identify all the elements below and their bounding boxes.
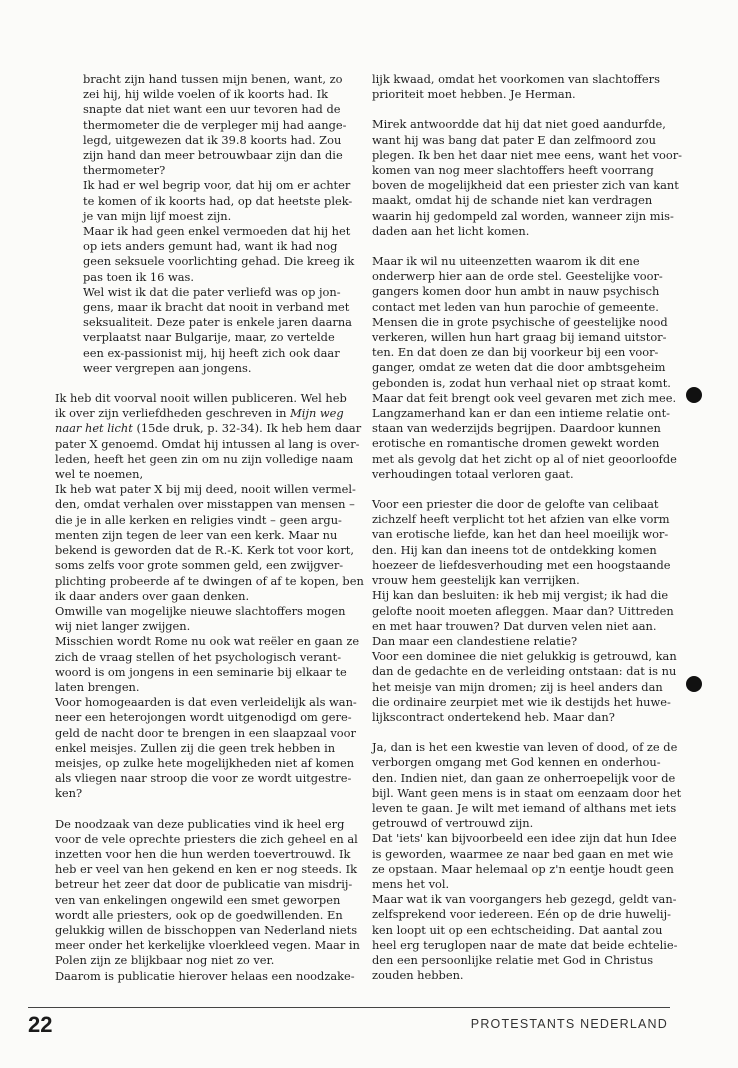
text-line: ken loopt uit op een echtscheiding. Dat aantal zou xyxy=(372,922,663,937)
text-line: het meisje van mijn dromen; zij is heel anders dan xyxy=(372,679,663,694)
text-line: een ex-passionist mij, hij heeft zich ook daar xyxy=(83,345,340,360)
text-line: erotische en romantische dromen gewekt worden xyxy=(372,436,660,451)
text-line: thermometer die de verpleger mij had aange- xyxy=(83,117,347,132)
text-line: contact met leden van hun parochie of gemeente. xyxy=(372,299,659,314)
text-line: Langzamerhand kan er dan een intieme relatie ont- xyxy=(372,406,670,421)
paragraph xyxy=(55,816,360,969)
text-line: zich de vraag stellen of het psychologisch verant- xyxy=(55,649,342,664)
text-line: plichting probeerde af te dwingen of af te kopen, ben xyxy=(55,573,364,588)
paragraph xyxy=(55,695,357,801)
paragraph-mirek xyxy=(372,117,683,239)
book-title: Mijn weg xyxy=(290,406,344,421)
text-line: neer een heterojongen wordt uitgenodigd om gere- xyxy=(55,710,352,725)
text-line: en met haar trouwen? Dat durven velen niet aan. xyxy=(372,618,657,633)
text-line: wordt alle priesters, ook op de goedwillenden. En xyxy=(55,907,343,922)
text-line: betreur het zeer dat door de publicatie van misdrij- xyxy=(55,877,353,892)
paragraph xyxy=(83,224,353,285)
text-line: zelfsprekend voor iedereen. Eén op de drie huwelij- xyxy=(372,907,671,922)
text-line: getrouwd of vertrouwd zijn. xyxy=(372,816,534,831)
paragraph xyxy=(372,831,677,892)
text-line: Ja, dan is het een kwestie van leven of dood, of ze de xyxy=(372,740,678,755)
text-line: meisjes, op zulke hete mogelijkheden niet af komen xyxy=(55,755,355,770)
text-line: leven te gaan. Je wilt met iemand of althans met iets xyxy=(372,800,677,815)
text-line: komen van nog meer slachtoffers heeft voorrang xyxy=(372,163,654,178)
paragraph-letter-close xyxy=(372,72,665,102)
text-line: ten. En dat doen ze dan bij voorkeur bij een voor- xyxy=(372,345,659,360)
text-line: menten zijn tegen de leer van een kerk. Maar nu xyxy=(55,527,338,542)
text-line: die ordinaire zeurpiet met wie ik destijds het huwe- xyxy=(372,694,671,709)
text-line: plegen. Ik ben het daar niet mee eens, want het voor- xyxy=(372,147,683,162)
text-line: den. Indien niet, dan gaan ze onherroepelijk voor de xyxy=(372,770,676,785)
text-line: Polen zijn ze blijkbaar nog niet zo ver. xyxy=(55,953,275,968)
text-line: ik over zijn verliefdheden geschreven in Mijn weg xyxy=(55,406,344,421)
text-line: mens het vol. xyxy=(372,876,450,891)
paragraph-continuation xyxy=(55,482,364,801)
book-title: naar het licht xyxy=(55,421,133,436)
left-column xyxy=(55,72,364,999)
text-line: bracht zijn hand tussen mijn benen, want, zo xyxy=(83,72,343,86)
paragraph xyxy=(372,740,682,831)
text-line: als vliegen naar stroop die voor ze wordt uitgestre- xyxy=(55,771,352,786)
binder-hole-icon xyxy=(686,387,702,403)
paragraph xyxy=(83,285,353,376)
text-line: Ik heb dit voorval nooit willen publiceren. Wel heb xyxy=(55,391,347,406)
text-line: maakt, omdat hij de schande niet kan verdragen xyxy=(372,193,653,208)
footer-rule xyxy=(28,1007,670,1008)
text-line: Voor een priester die door de gelofte van celibaat xyxy=(372,497,659,512)
text-line: gelofte nooit moeten afleggen. Maar dan? Uittreden xyxy=(372,603,674,618)
text-line: gens, maar ik bracht dat nooit in verband met xyxy=(83,300,350,315)
text-line: inzetten voor hen die hun werden toevertrouwd. Ik xyxy=(55,846,351,861)
text-line: Maar wat ik van voorgangers heb gezegd, geldt van- xyxy=(372,892,677,907)
text-line: naar het licht (15de druk, p. 32-34). Ik heb hem daar xyxy=(55,421,362,436)
text-line: Dan maar een clandestiene relatie? xyxy=(372,633,578,648)
text-line: leden, heeft het geen zin om nu zijn volledige naam xyxy=(55,451,354,466)
paragraph-life-or-death xyxy=(372,740,682,983)
right-column xyxy=(372,72,683,998)
paragraph xyxy=(372,254,677,482)
paragraph xyxy=(55,604,353,634)
text-line: meer onder het kerkelijke vloerkleed vegen. Maar in xyxy=(55,938,360,953)
text-line: ganger, omdat ze weten dat die door ambtsgeheim xyxy=(372,360,666,375)
text-line: verkeren, willen hun hart graag bij iemand uitstor- xyxy=(372,330,667,345)
text-line: Dat 'iets' kan bijvoorbeeld een idee zijn dat hun Idee xyxy=(372,831,677,846)
paragraph xyxy=(83,178,353,224)
text-line: Voor homogeaarden is dat even verleidelijk als wan- xyxy=(55,695,357,710)
text-line: is geworden, waarmee ze naar bed gaan en met wie xyxy=(372,846,674,861)
text-line: Daarom is publicatie hierover helaas een noodzake- xyxy=(55,968,355,983)
text-line: laten brengen. xyxy=(55,679,140,694)
text-line: boven de mogelijkheid dat een priester zich van kant xyxy=(372,178,679,193)
text-line: wel te noemen, xyxy=(55,467,144,482)
text-line: zijn hand dan meer betrouwbaar zijn dan die xyxy=(83,148,343,163)
text-line: thermometer? xyxy=(83,163,166,178)
text-line: ven van enkelingen ongewild een smet geworpen xyxy=(55,892,341,907)
text-line: met als gevolg dat het zicht op al of niet geoorloofde xyxy=(372,451,677,466)
text-line: van erotische liefde, kan het dan heel moeilijk wor- xyxy=(372,527,669,542)
text-line: lijk kwaad, omdat het voorkomen van slachtoffers xyxy=(372,72,660,86)
page-number: 22 xyxy=(28,1012,53,1037)
text-line: soms zelfs voor grote sommen geld, een zwijgver- xyxy=(55,558,344,573)
paragraph xyxy=(55,634,360,695)
text-line: wij niet langer zwijgen. xyxy=(55,619,191,634)
text-line: Mirek antwoordde dat hij dat niet goed aandurfde, xyxy=(372,117,666,132)
paragraph xyxy=(372,588,674,649)
text-line: dan de gedachte en de verleiding ontstaan: dat is nu xyxy=(372,664,677,679)
text-line: bekend is geworden dat de R.-K. Kerk tot voor kort, xyxy=(55,543,355,558)
text-line: want hij was bang dat pater E dan zelfmoord zou xyxy=(372,132,656,147)
binder-hole-icon xyxy=(686,676,702,692)
text-line: Ik had er wel begrip voor, dat hij om er achter xyxy=(83,178,351,193)
text-line: Wel wist ik dat die pater verliefd was op jon- xyxy=(83,284,341,299)
text-line: waarin hij gedompeld zal worden, wanneer zijn mis- xyxy=(372,208,674,223)
text-line: seksualiteit. Deze pater is enkele jaren daarna xyxy=(83,315,352,330)
text-line: ik daar anders over gaan denken. xyxy=(55,588,250,603)
paragraph xyxy=(372,649,677,725)
text-line: Misschien wordt Rome nu ook wat reëler en gaan ze xyxy=(55,634,360,649)
text-line: zei hij, hij wilde voelen of ik koorts had. Ik xyxy=(83,87,328,102)
text-line: ken? xyxy=(55,786,83,801)
text-line: prioriteit moet hebben. Je Herman. xyxy=(372,87,576,102)
paragraph xyxy=(55,482,364,604)
paragraph xyxy=(372,892,678,983)
text-line: onderwerp hier aan de orde stel. Geestelijke voor- xyxy=(372,269,663,284)
magazine-name: PROTESTANTS NEDERLAND xyxy=(470,1017,668,1031)
text-line: Ik heb wat pater X bij mij deed, nooit willen vermel- xyxy=(55,482,356,497)
paragraph-necessity xyxy=(55,816,360,984)
text-line: geen seksuele voorlichting gehad. Die kreeg ik xyxy=(83,254,355,269)
paragraph-pastors xyxy=(372,254,677,482)
text-line: den, omdat verhalen over misstappen van mensen – xyxy=(55,497,355,512)
paragraph-celibacy xyxy=(372,497,677,725)
text-line: pater X genoemd. Omdat hij intussen al lang is over- xyxy=(55,436,360,451)
text-line: weer vergrepen aan jongens. xyxy=(83,360,252,375)
text-line: vrouw hem geestelijk kan verrijken. xyxy=(372,573,580,588)
text-line: De noodzaak van deze publicaties vind ik heel erg xyxy=(55,816,345,831)
text-line: Maar ik wil nu uiteenzetten waarom ik dit ene xyxy=(372,254,640,269)
text-line: zichzelf heeft verplicht tot het afzien van elke vorm xyxy=(372,512,670,527)
text-line: legd, uitgewezen dat ik 39.8 koorts had. Zou xyxy=(83,132,342,147)
text-line: geld de nacht door te brengen in een slaapzaal voor xyxy=(55,725,356,740)
text-line: gelukkig willen de bisschoppen van Nederland niets xyxy=(55,922,358,937)
text-line: staan van wederzijds begrijpen. Daardoor kunnen xyxy=(372,421,661,436)
paragraph xyxy=(372,72,665,102)
text-line: pas toen ik 16 was. xyxy=(83,269,194,284)
text-line: gebonden is, zodat hun verhaal niet op straat komt. xyxy=(372,375,671,390)
text-line: den een persoonlijke relatie met God in Christus xyxy=(372,952,654,967)
text-line: bijl. Want geen mens is in staat om eenzaam door het xyxy=(372,785,682,800)
text-line: snapte dat niet want een uur tevoren had de xyxy=(83,102,341,117)
text-line: te komen of ik koorts had, op dat heetste plek- xyxy=(83,193,353,208)
text-line: zouden hebben. xyxy=(372,968,464,983)
text-line: verborgen omgang met God kennen en onderhou- xyxy=(372,755,661,770)
text-line: verhoudingen totaal verloren gaat. xyxy=(372,466,574,481)
text-line: die je in alle kerken en religies vindt – geen argu- xyxy=(55,512,342,527)
text-line: Voor een dominee die niet gelukkig is getrouwd, kan xyxy=(372,649,677,664)
text-line: Omwille van mogelijke nieuwe slachtoffers mogen xyxy=(55,603,346,618)
paragraph xyxy=(83,72,353,178)
text-line: verplaatst naar Bulgarije, maar, zo vertelde xyxy=(83,330,335,345)
indented-quote xyxy=(55,72,353,376)
text-line: heb er veel van hen gekend en ken er nog steeds. Ik xyxy=(55,862,358,877)
text-line: voor de vele oprechte priesters die zich geheel en al xyxy=(55,831,358,846)
paragraph xyxy=(372,117,683,239)
text-line: je van mijn lijf moest zijn. xyxy=(83,208,232,223)
text-line: Hij kan dan besluiten: ik heb mij vergist; ik had die xyxy=(372,588,669,603)
text-line: hoezeer de liefdesverhouding met een hoogstaande xyxy=(372,557,671,572)
paragraph-publication xyxy=(55,391,364,801)
text-line: woord is om jongens in een seminarie bij elkaar te xyxy=(55,664,347,679)
text-line: ze opstaan. Maar helemaal op z'n eentje houdt geen xyxy=(372,861,674,876)
text-line: Maar ik had geen enkel vermoeden dat hij het xyxy=(83,224,351,239)
paragraph xyxy=(372,497,671,588)
text-line: gangers komen door hun ambt in nauw psychisch xyxy=(372,284,660,299)
text-line: lijkscontract ondertekend heb. Maar dan? xyxy=(372,709,615,724)
text-line: heel erg teruglopen naar de mate dat beide echtelie- xyxy=(372,937,678,952)
text-line: op iets anders gemunt had, want ik had nog xyxy=(83,239,338,254)
text-line: den. Hij kan dan ineens tot de ontdekking komen xyxy=(372,542,657,557)
text-line: daden aan het licht komen. xyxy=(372,223,530,238)
text-line: Maar dat feit brengt ook veel gevaren met zich mee. xyxy=(372,390,677,405)
text-line: enkel meisjes. Zullen zij die geen trek hebben in xyxy=(55,740,336,755)
paragraph xyxy=(55,969,353,984)
text-line: Mensen die in grote psychische of geestelijke nood xyxy=(372,314,668,329)
